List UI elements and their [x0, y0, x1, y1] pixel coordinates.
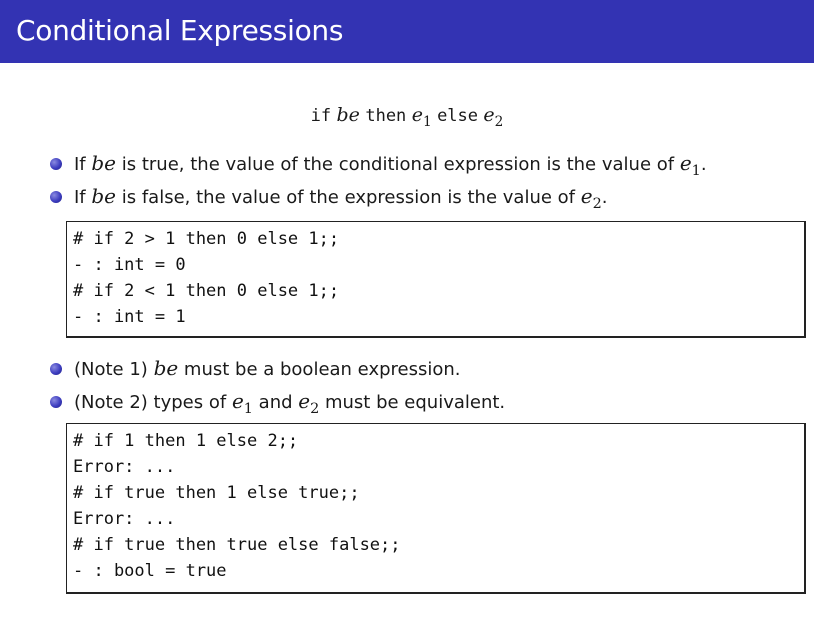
bullet-text: (Note 1) [74, 359, 154, 380]
bullet-item [48, 147, 788, 180]
code-line: # if true then true else false;; [73, 535, 401, 555]
bullet-dot-icon [50, 396, 62, 408]
bullet-math-e1 [231, 389, 253, 418]
expr-e1-base: e [411, 104, 423, 126]
slide-title-bar [0, 0, 814, 63]
bullet-item [48, 180, 788, 213]
math-sub: 2 [592, 196, 602, 213]
math-base: e [231, 389, 244, 413]
bullet-text: and [252, 392, 299, 413]
bullet-math-be: be [91, 151, 117, 175]
bullet-list-notes [48, 352, 788, 418]
bullet-dot-icon [50, 191, 62, 203]
math-sub: 1 [243, 401, 253, 418]
bullet-text: If [74, 187, 92, 208]
keyword-if: if [310, 106, 332, 126]
bullet-list-semantics [48, 147, 788, 213]
bullet-math-e1 [679, 151, 701, 180]
code-line: Error: ... [73, 457, 176, 477]
bullet-dot-icon [50, 363, 62, 375]
expr-e1 [411, 104, 432, 130]
bullet-text: (Note 2) types of [74, 392, 232, 413]
syntax-formula [0, 104, 814, 130]
code-line: # if 2 > 1 then 0 else 1;; [73, 229, 340, 249]
bullet-math-e2 [298, 389, 320, 418]
keyword-else: else [437, 106, 479, 126]
code-line: - : int = 0 [73, 255, 186, 275]
bullet-math-e2 [580, 184, 602, 213]
bullet-text: is true, the value of the conditional expression is the value of [116, 154, 680, 175]
expr-e2-base: e [483, 104, 495, 126]
expr-e2 [483, 104, 504, 130]
code-line: - : int = 1 [73, 307, 186, 327]
math-sub: 1 [691, 163, 701, 180]
bullet-text: is false, the value of the expression is the value of [116, 187, 581, 208]
math-sub: 2 [310, 401, 320, 418]
bullet-item [48, 352, 788, 385]
bullet-text: If [74, 154, 92, 175]
bullet-item [48, 385, 788, 418]
condition-be: be [336, 104, 360, 126]
code-line: # if true then 1 else true;; [73, 483, 360, 503]
expr-e2-sub: 2 [494, 113, 504, 130]
bullet-math-be: be [91, 184, 117, 208]
code-example-comparison [66, 221, 806, 338]
expr-e1-sub: 1 [422, 113, 432, 130]
keyword-then: then [365, 106, 407, 126]
code-example-type-errors [66, 423, 806, 594]
math-base: e [679, 151, 692, 175]
code-line: - : bool = true [73, 561, 227, 581]
bullet-text: . [601, 187, 608, 208]
math-base: e [580, 184, 593, 208]
slide-title: Conditional Expressions [16, 14, 344, 47]
bullet-text: must be equivalent. [319, 392, 506, 413]
bullet-dot-icon [50, 158, 62, 170]
code-line: # if 2 < 1 then 0 else 1;; [73, 281, 340, 301]
code-line: Error: ... [73, 509, 176, 529]
bullet-text: must be a boolean expression. [178, 359, 461, 380]
bullet-text: . [700, 154, 707, 175]
bullet-math-be: be [153, 356, 179, 380]
math-base: e [298, 389, 311, 413]
code-line: # if 1 then 1 else 2;; [73, 431, 299, 451]
